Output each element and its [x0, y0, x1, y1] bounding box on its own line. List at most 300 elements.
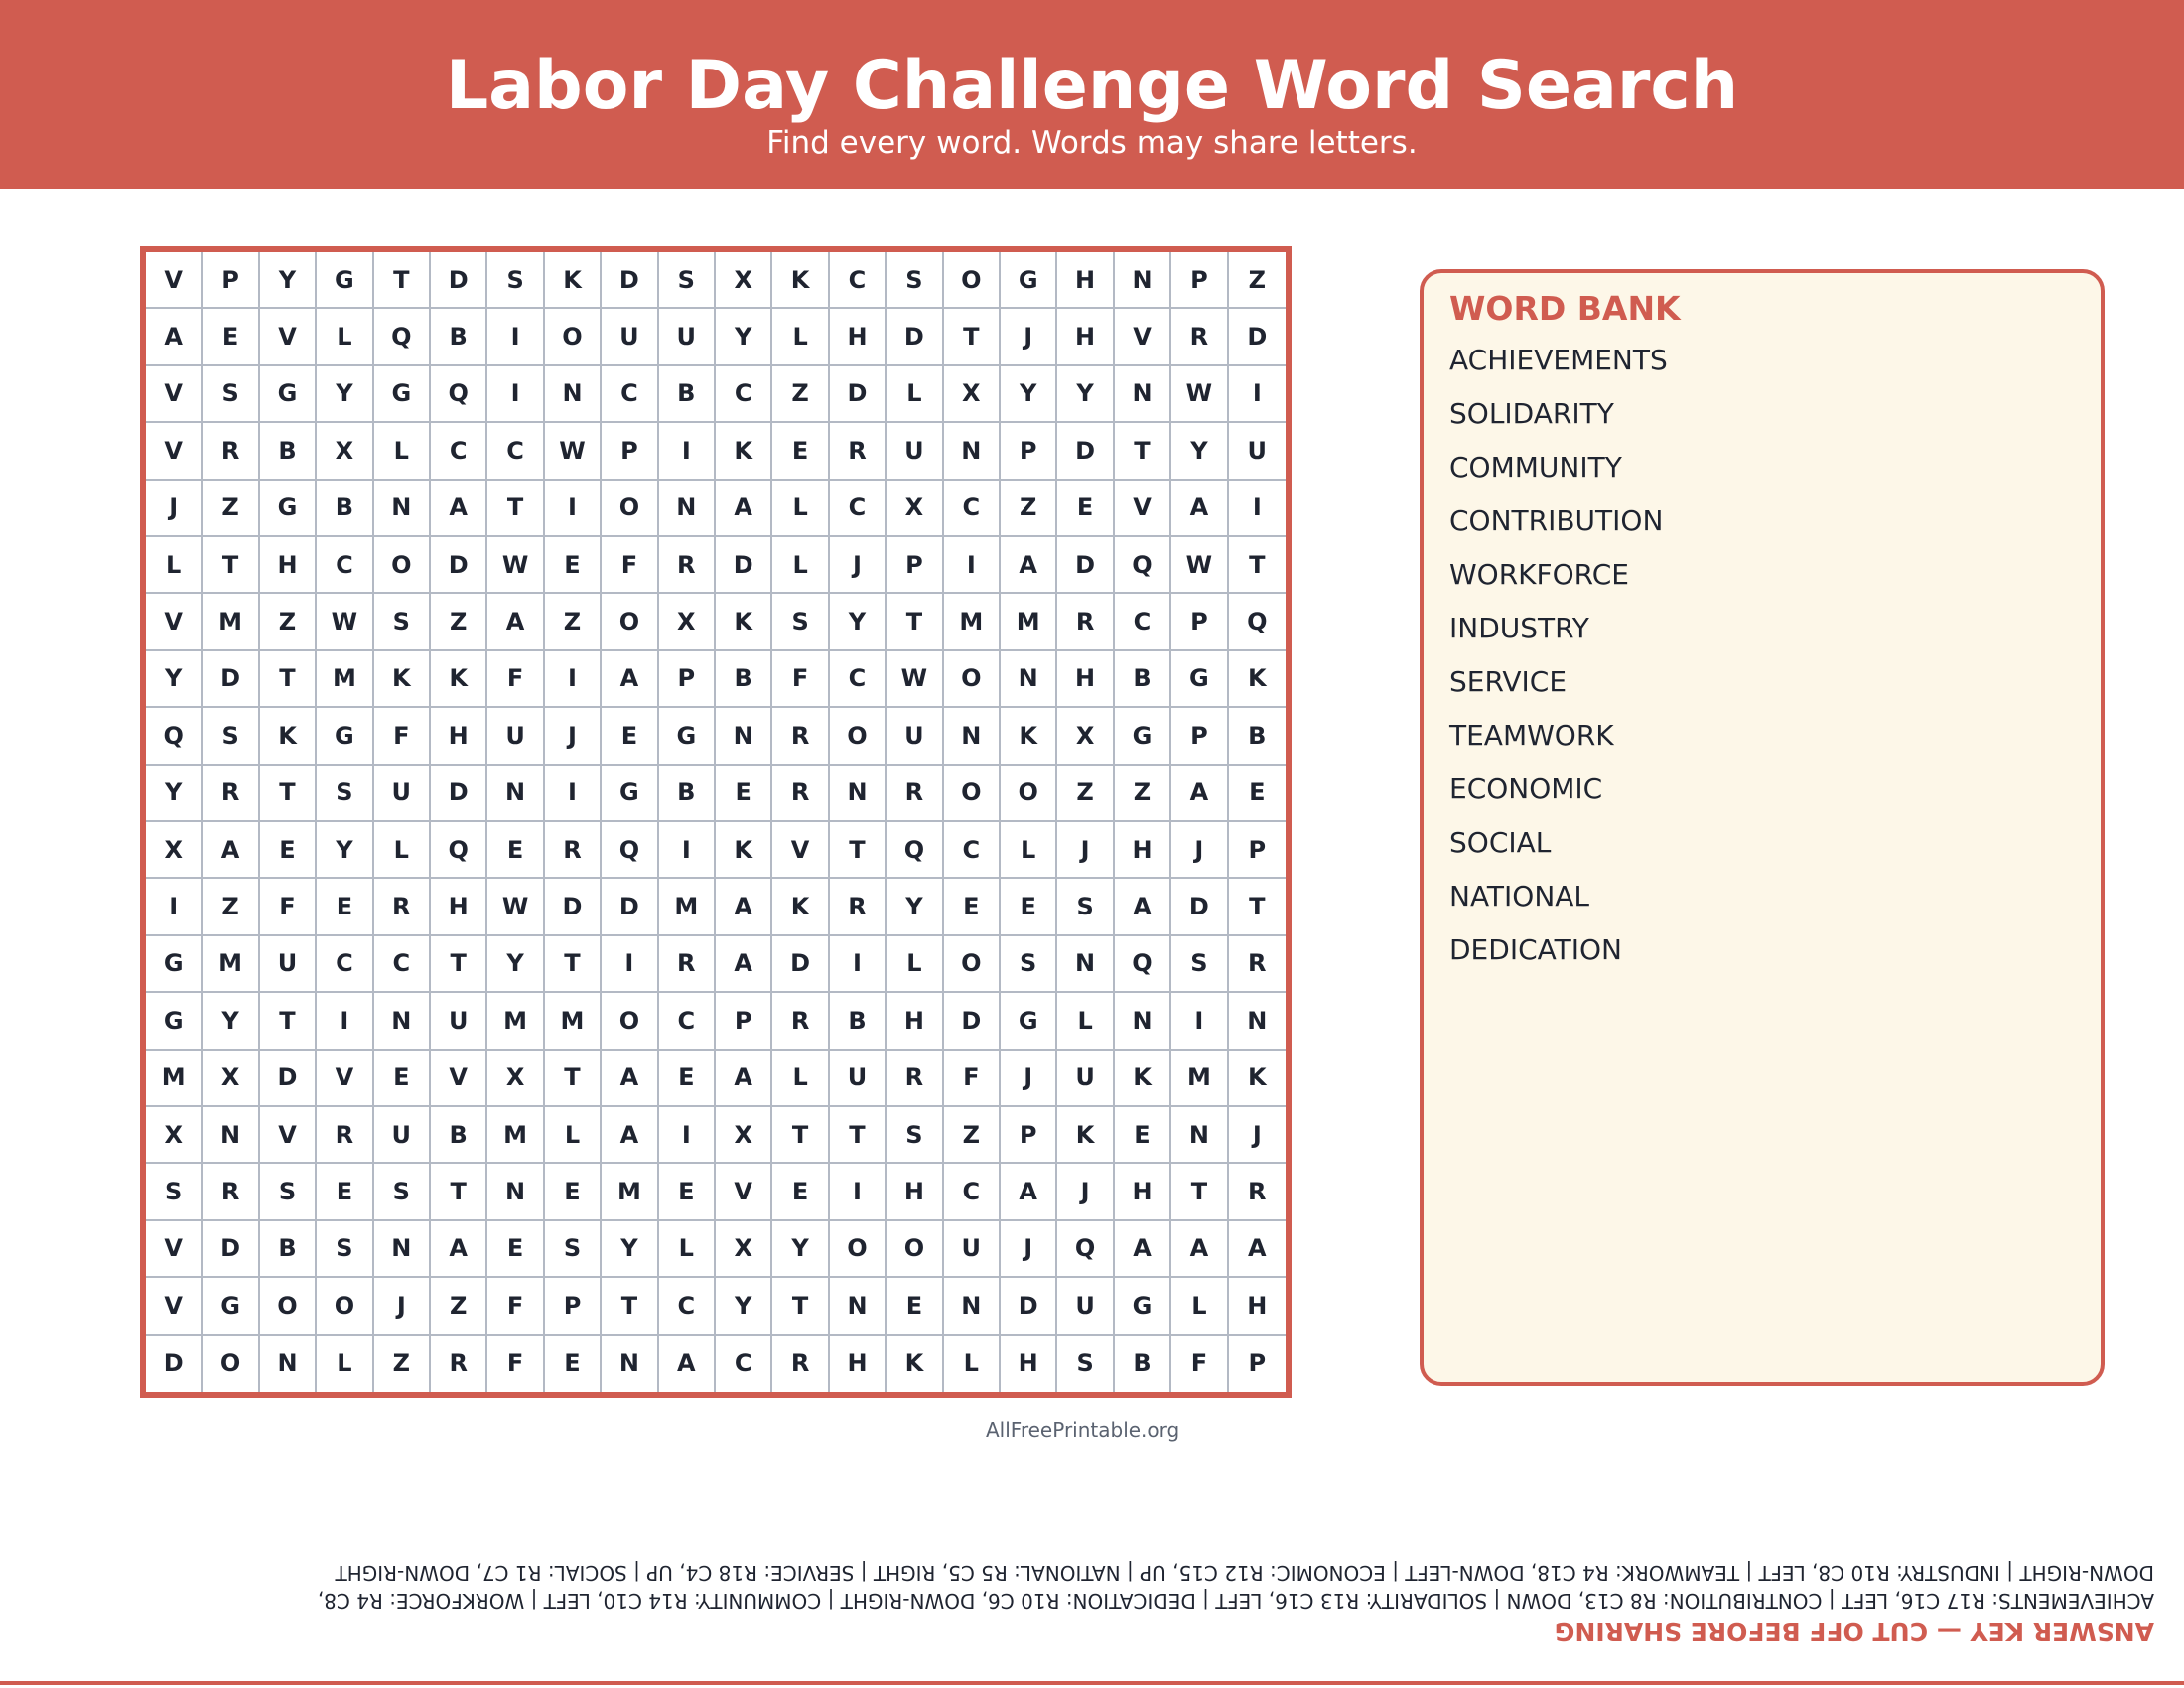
grid-cell[interactable]: L [772, 537, 829, 594]
grid-cell[interactable]: X [944, 366, 1001, 423]
grid-cell[interactable]: C [602, 366, 658, 423]
grid-cell[interactable]: K [716, 423, 772, 480]
grid-cell[interactable]: E [887, 1278, 943, 1335]
grid-cell[interactable]: A [716, 1051, 772, 1107]
grid-cell[interactable]: B [659, 766, 716, 822]
grid-cell[interactable]: C [944, 481, 1001, 537]
grid-cell[interactable]: J [146, 481, 203, 537]
grid-cell[interactable]: N [1115, 993, 1171, 1050]
grid-cell[interactable]: T [431, 936, 487, 993]
grid-cell[interactable]: L [1001, 822, 1057, 879]
grid-cell[interactable]: Z [545, 594, 602, 650]
grid-cell[interactable]: F [944, 1051, 1001, 1107]
grid-cell[interactable]: D [545, 879, 602, 935]
grid-cell[interactable]: D [431, 252, 487, 309]
grid-cell[interactable]: F [487, 651, 544, 708]
grid-cell[interactable]: J [1001, 1221, 1057, 1278]
grid-cell[interactable]: J [830, 537, 887, 594]
grid-cell[interactable]: I [545, 651, 602, 708]
grid-cell[interactable]: L [887, 366, 943, 423]
grid-cell[interactable]: O [830, 708, 887, 765]
grid-cell[interactable]: O [830, 1221, 887, 1278]
grid-cell[interactable]: O [944, 651, 1001, 708]
grid-cell[interactable]: Y [1171, 423, 1228, 480]
grid-cell[interactable]: H [830, 309, 887, 365]
grid-cell[interactable]: H [1057, 309, 1114, 365]
grid-cell[interactable]: T [830, 1107, 887, 1164]
grid-cell[interactable]: Q [602, 822, 658, 879]
grid-cell[interactable]: W [487, 879, 544, 935]
grid-cell[interactable]: A [602, 1107, 658, 1164]
grid-cell[interactable]: I [545, 766, 602, 822]
grid-cell[interactable]: P [602, 423, 658, 480]
grid-cell[interactable]: V [146, 1221, 203, 1278]
grid-cell[interactable]: T [431, 1164, 487, 1220]
grid-cell[interactable]: N [1171, 1107, 1228, 1164]
grid-cell[interactable]: Q [1115, 537, 1171, 594]
grid-cell[interactable]: X [146, 822, 203, 879]
grid-cell[interactable]: G [1001, 993, 1057, 1050]
grid-cell[interactable]: S [317, 766, 373, 822]
grid-cell[interactable]: D [146, 1336, 203, 1392]
grid-cell[interactable]: J [1057, 1164, 1114, 1220]
grid-cell[interactable]: N [602, 1336, 658, 1392]
grid-cell[interactable]: E [716, 766, 772, 822]
grid-cell[interactable]: C [487, 423, 544, 480]
grid-cell[interactable]: N [944, 1278, 1001, 1335]
grid-cell[interactable]: P [887, 537, 943, 594]
grid-cell[interactable]: X [487, 1051, 544, 1107]
grid-cell[interactable]: Z [260, 594, 317, 650]
grid-cell[interactable]: L [317, 309, 373, 365]
grid-cell[interactable]: P [1229, 822, 1286, 879]
grid-cell[interactable]: R [317, 1107, 373, 1164]
grid-cell[interactable]: E [772, 1164, 829, 1220]
grid-cell[interactable]: A [1001, 1164, 1057, 1220]
grid-cell[interactable]: K [1115, 1051, 1171, 1107]
grid-cell[interactable]: V [317, 1051, 373, 1107]
grid-cell[interactable]: G [317, 708, 373, 765]
grid-cell[interactable]: P [1171, 708, 1228, 765]
grid-cell[interactable]: E [487, 1221, 544, 1278]
grid-cell[interactable]: D [602, 252, 658, 309]
grid-cell[interactable]: T [260, 766, 317, 822]
grid-cell[interactable]: T [830, 822, 887, 879]
grid-cell[interactable]: J [1001, 1051, 1057, 1107]
grid-cell[interactable]: C [830, 252, 887, 309]
grid-cell[interactable]: C [944, 822, 1001, 879]
grid-cell[interactable]: Y [716, 309, 772, 365]
grid-cell[interactable]: E [203, 309, 259, 365]
grid-cell[interactable]: E [487, 822, 544, 879]
grid-cell[interactable]: Y [830, 594, 887, 650]
grid-cell[interactable]: L [772, 1051, 829, 1107]
grid-cell[interactable]: V [146, 1278, 203, 1335]
grid-cell[interactable]: I [659, 423, 716, 480]
grid-cell[interactable]: I [944, 537, 1001, 594]
grid-cell[interactable]: K [716, 822, 772, 879]
grid-cell[interactable]: Y [1057, 366, 1114, 423]
grid-cell[interactable]: C [716, 366, 772, 423]
grid-cell[interactable]: X [146, 1107, 203, 1164]
grid-cell[interactable]: K [260, 708, 317, 765]
grid-cell[interactable]: C [317, 936, 373, 993]
grid-cell[interactable]: P [1248, 1349, 1267, 1378]
grid-cell[interactable]: T [772, 1107, 829, 1164]
grid-cell[interactable]: M [545, 993, 602, 1050]
grid-cell[interactable]: X [659, 594, 716, 650]
grid-cell[interactable]: Q [431, 366, 487, 423]
grid-cell[interactable]: V [146, 423, 203, 480]
grid-cell[interactable]: Q [374, 309, 431, 365]
grid-cell[interactable]: E [260, 822, 317, 879]
grid-cell[interactable]: P [203, 252, 259, 309]
grid-cell[interactable]: M [602, 1164, 658, 1220]
grid-cell[interactable]: A [716, 936, 772, 993]
grid-cell[interactable]: D [716, 537, 772, 594]
grid-cell[interactable]: I [487, 309, 544, 365]
grid-cell[interactable]: Y [887, 879, 943, 935]
grid-cell[interactable]: E [545, 1164, 602, 1220]
grid-cell[interactable]: N [260, 1336, 317, 1392]
grid-cell[interactable]: K [772, 879, 829, 935]
grid-cell[interactable]: M [146, 1051, 203, 1107]
grid-cell[interactable]: N [1229, 993, 1286, 1050]
grid-cell[interactable]: A [659, 1336, 716, 1392]
grid-cell[interactable]: G [146, 993, 203, 1050]
grid-cell[interactable]: F [1171, 1336, 1228, 1392]
grid-cell[interactable]: U [487, 708, 544, 765]
grid-cell[interactable]: X [716, 1107, 772, 1164]
grid-cell[interactable]: I [146, 879, 203, 935]
grid-cell[interactable]: X [716, 1221, 772, 1278]
grid-cell[interactable]: G [602, 766, 658, 822]
grid-cell[interactable]: N [203, 1107, 259, 1164]
grid-cell[interactable]: I [487, 366, 544, 423]
grid-cell[interactable]: T [602, 1278, 658, 1335]
grid-cell[interactable]: U [374, 766, 431, 822]
grid-cell[interactable]: C [431, 423, 487, 480]
grid-cell[interactable]: D [431, 537, 487, 594]
grid-cell[interactable]: H [1115, 1164, 1171, 1220]
grid-cell[interactable]: M [659, 879, 716, 935]
grid-cell[interactable]: A [716, 879, 772, 935]
grid-cell[interactable]: Z [1115, 766, 1171, 822]
grid-cell[interactable]: A [602, 651, 658, 708]
grid-cell[interactable]: S [887, 252, 943, 309]
grid-cell[interactable]: D [772, 936, 829, 993]
grid-cell[interactable]: Z [1001, 481, 1057, 537]
grid-cell[interactable]: I [317, 993, 373, 1050]
grid-cell[interactable]: N [1057, 936, 1114, 993]
grid-cell[interactable]: Q [146, 708, 203, 765]
grid-cell[interactable]: N [716, 708, 772, 765]
grid-cell[interactable]: N [487, 1164, 544, 1220]
grid-cell[interactable]: L [545, 1107, 602, 1164]
grid-cell[interactable]: N [374, 1221, 431, 1278]
grid-cell[interactable]: D [602, 879, 658, 935]
grid-cell[interactable]: D [1229, 309, 1286, 365]
grid-cell[interactable]: S [659, 252, 716, 309]
grid-cell[interactable]: A [1115, 879, 1171, 935]
grid-cell[interactable]: Y [772, 1221, 829, 1278]
grid-cell[interactable]: M [1001, 594, 1057, 650]
grid-cell[interactable]: A [1171, 1221, 1228, 1278]
grid-cell[interactable]: W [1171, 537, 1228, 594]
grid-cell[interactable]: N [487, 766, 544, 822]
grid-cell[interactable]: G [1171, 651, 1228, 708]
grid-cell[interactable]: Z [203, 481, 259, 537]
grid-cell[interactable]: G [1115, 708, 1171, 765]
grid-cell[interactable]: A [146, 309, 203, 365]
grid-cell[interactable]: D [203, 1221, 259, 1278]
grid-cell[interactable]: G [1001, 252, 1057, 309]
grid-cell[interactable]: R [545, 822, 602, 879]
grid-cell[interactable]: I [659, 822, 716, 879]
grid-cell[interactable]: X [203, 1051, 259, 1107]
grid-cell[interactable]: O [317, 1278, 373, 1335]
grid-cell[interactable]: I [602, 936, 658, 993]
grid-cell[interactable]: B [1229, 708, 1286, 765]
grid-cell[interactable]: R [830, 879, 887, 935]
grid-cell[interactable]: P [1001, 423, 1057, 480]
grid-cell[interactable]: V [772, 822, 829, 879]
grid-cell[interactable]: L [772, 481, 829, 537]
grid-cell[interactable]: H [830, 1336, 887, 1392]
grid-cell[interactable]: X [1057, 708, 1114, 765]
grid-cell[interactable]: R [659, 936, 716, 993]
grid-cell[interactable]: R [659, 537, 716, 594]
grid-cell[interactable]: Z [431, 1278, 487, 1335]
grid-cell[interactable]: L [146, 537, 203, 594]
grid-cell[interactable]: K [887, 1336, 943, 1392]
grid-cell[interactable]: T [1229, 879, 1286, 935]
grid-cell[interactable]: V [1115, 309, 1171, 365]
grid-cell[interactable]: N [830, 766, 887, 822]
grid-cell[interactable]: L [772, 309, 829, 365]
grid-cell[interactable]: D [1057, 537, 1114, 594]
grid-cell[interactable]: V [1115, 481, 1171, 537]
grid-cell[interactable]: M [487, 1107, 544, 1164]
grid-cell[interactable]: R [1171, 309, 1228, 365]
grid-cell[interactable]: I [1229, 366, 1286, 423]
grid-cell[interactable]: V [146, 252, 203, 309]
grid-cell[interactable]: V [146, 594, 203, 650]
grid-cell[interactable]: Z [1057, 766, 1114, 822]
grid-cell[interactable]: G [260, 481, 317, 537]
grid-cell[interactable]: S [772, 594, 829, 650]
grid-cell[interactable]: O [944, 936, 1001, 993]
grid-cell[interactable]: P [1001, 1107, 1057, 1164]
grid-cell[interactable]: A [602, 1051, 658, 1107]
grid-cell[interactable]: I [830, 1164, 887, 1220]
grid-cell[interactable]: S [545, 1221, 602, 1278]
grid-cell[interactable]: P [659, 651, 716, 708]
grid-cell[interactable]: C [659, 993, 716, 1050]
grid-cell[interactable]: F [260, 879, 317, 935]
grid-cell[interactable]: U [374, 1107, 431, 1164]
grid-cell[interactable]: Y [203, 993, 259, 1050]
grid-cell[interactable]: V [260, 309, 317, 365]
grid-cell[interactable]: A [1171, 766, 1228, 822]
grid-cell[interactable]: B [1115, 651, 1171, 708]
grid-cell[interactable]: U [830, 1051, 887, 1107]
grid-cell[interactable]: K [1229, 1051, 1286, 1107]
grid-cell[interactable]: I [545, 481, 602, 537]
grid-cell[interactable]: R [374, 879, 431, 935]
grid-cell[interactable]: O [545, 309, 602, 365]
grid-cell[interactable]: M [487, 993, 544, 1050]
grid-cell[interactable]: V [146, 366, 203, 423]
grid-cell[interactable]: K [545, 252, 602, 309]
grid-cell[interactable]: M [944, 594, 1001, 650]
grid-cell[interactable]: T [374, 252, 431, 309]
grid-cell[interactable]: U [602, 309, 658, 365]
grid-cell[interactable]: R [772, 766, 829, 822]
grid-cell[interactable]: B [659, 366, 716, 423]
grid-cell[interactable]: C [317, 537, 373, 594]
grid-cell[interactable]: Y [1001, 366, 1057, 423]
grid-cell[interactable]: N [374, 993, 431, 1050]
grid-cell[interactable]: Q [887, 822, 943, 879]
grid-cell[interactable]: E [1001, 879, 1057, 935]
grid-cell[interactable]: D [1057, 423, 1114, 480]
grid-cell[interactable]: B [317, 481, 373, 537]
grid-cell[interactable]: S [146, 1164, 203, 1220]
grid-cell[interactable]: N [1115, 366, 1171, 423]
grid-cell[interactable]: B [1115, 1336, 1171, 1392]
grid-cell[interactable]: H [431, 708, 487, 765]
grid-cell[interactable]: F [487, 1336, 544, 1392]
grid-cell[interactable]: U [659, 309, 716, 365]
grid-cell[interactable]: A [1115, 1221, 1171, 1278]
grid-cell[interactable]: C [716, 1336, 772, 1392]
grid-cell[interactable]: B [260, 1221, 317, 1278]
grid-cell[interactable]: K [431, 651, 487, 708]
grid-cell[interactable]: L [887, 936, 943, 993]
grid-cell[interactable]: L [659, 1221, 716, 1278]
grid-cell[interactable]: S [1057, 879, 1114, 935]
grid-cell[interactable]: L [1057, 993, 1114, 1050]
grid-cell[interactable]: S [260, 1164, 317, 1220]
grid-cell[interactable]: E [374, 1051, 431, 1107]
grid-cell[interactable]: R [431, 1336, 487, 1392]
grid-cell[interactable]: L [374, 822, 431, 879]
grid-cell[interactable]: T [772, 1278, 829, 1335]
grid-cell[interactable]: W [487, 537, 544, 594]
grid-cell[interactable]: P [545, 1278, 602, 1335]
grid-cell[interactable]: N [830, 1278, 887, 1335]
grid-cell[interactable]: T [1171, 1164, 1228, 1220]
grid-cell[interactable]: M [203, 936, 259, 993]
grid-cell[interactable]: T [1229, 537, 1286, 594]
grid-cell[interactable]: N [1115, 252, 1171, 309]
grid-cell[interactable]: D [830, 366, 887, 423]
grid-cell[interactable]: F [602, 537, 658, 594]
grid-cell[interactable]: D [431, 766, 487, 822]
grid-cell[interactable]: R [887, 1051, 943, 1107]
grid-cell[interactable]: K [716, 594, 772, 650]
grid-cell[interactable]: R [203, 1164, 259, 1220]
grid-cell[interactable]: U [260, 936, 317, 993]
grid-cell[interactable]: G [374, 366, 431, 423]
grid-cell[interactable]: O [887, 1221, 943, 1278]
grid-cell[interactable]: A [1229, 1221, 1286, 1278]
grid-cell[interactable]: D [887, 309, 943, 365]
grid-cell[interactable]: Z [772, 366, 829, 423]
grid-cell[interactable]: U [431, 993, 487, 1050]
grid-cell[interactable]: S [317, 1221, 373, 1278]
grid-cell[interactable]: Q [431, 822, 487, 879]
grid-cell[interactable]: A [716, 481, 772, 537]
grid-cell[interactable]: S [374, 1164, 431, 1220]
grid-cell[interactable]: E [1057, 481, 1114, 537]
grid-cell[interactable]: K [1057, 1107, 1114, 1164]
grid-cell[interactable]: S [1171, 936, 1228, 993]
grid-cell[interactable]: T [203, 537, 259, 594]
grid-cell[interactable]: Y [317, 366, 373, 423]
grid-cell[interactable]: W [317, 594, 373, 650]
grid-cell[interactable]: U [887, 708, 943, 765]
grid-cell[interactable]: I [1229, 481, 1286, 537]
grid-cell[interactable]: Y [146, 651, 203, 708]
grid-cell[interactable]: D [1001, 1278, 1057, 1335]
grid-cell[interactable]: D [1171, 879, 1228, 935]
grid-cell[interactable]: I [659, 1107, 716, 1164]
grid-cell[interactable]: G [659, 708, 716, 765]
grid-cell[interactable]: A [487, 594, 544, 650]
grid-cell[interactable]: S [1057, 1336, 1114, 1392]
grid-cell[interactable]: N [545, 366, 602, 423]
grid-cell[interactable]: O [602, 481, 658, 537]
grid-cell[interactable]: M [203, 594, 259, 650]
grid-cell[interactable]: E [317, 1164, 373, 1220]
grid-cell[interactable]: O [944, 252, 1001, 309]
grid-cell[interactable]: A [1001, 537, 1057, 594]
grid-cell[interactable]: E [317, 879, 373, 935]
grid-cell[interactable]: I [1171, 993, 1228, 1050]
grid-cell[interactable]: O [374, 537, 431, 594]
grid-cell[interactable]: J [374, 1278, 431, 1335]
grid-cell[interactable]: O [602, 993, 658, 1050]
grid-cell[interactable]: G [260, 366, 317, 423]
grid-cell[interactable]: Y [260, 252, 317, 309]
grid-cell[interactable]: R [772, 708, 829, 765]
grid-cell[interactable]: T [944, 309, 1001, 365]
grid-cell[interactable]: H [1229, 1278, 1286, 1335]
grid-cell[interactable]: T [887, 594, 943, 650]
grid-cell[interactable]: Q [1229, 594, 1286, 650]
grid-cell[interactable]: G [146, 936, 203, 993]
grid-cell[interactable]: B [431, 309, 487, 365]
grid-cell[interactable]: O [944, 766, 1001, 822]
grid-cell[interactable]: C [1115, 594, 1171, 650]
grid-cell[interactable]: Y [487, 936, 544, 993]
grid-cell[interactable]: Z [203, 879, 259, 935]
grid-cell[interactable]: T [545, 936, 602, 993]
grid-cell[interactable]: W [1171, 366, 1228, 423]
grid-cell[interactable]: H [431, 879, 487, 935]
grid-cell[interactable]: Y [317, 822, 373, 879]
grid-cell[interactable]: X [317, 423, 373, 480]
grid-cell[interactable]: A [431, 1221, 487, 1278]
grid-cell[interactable]: D [260, 1051, 317, 1107]
grid-cell[interactable]: R [772, 1336, 829, 1392]
grid-cell[interactable]: K [374, 651, 431, 708]
grid-cell[interactable]: Z [944, 1107, 1001, 1164]
grid-cell[interactable]: B [431, 1107, 487, 1164]
grid-cell[interactable]: X [716, 252, 772, 309]
